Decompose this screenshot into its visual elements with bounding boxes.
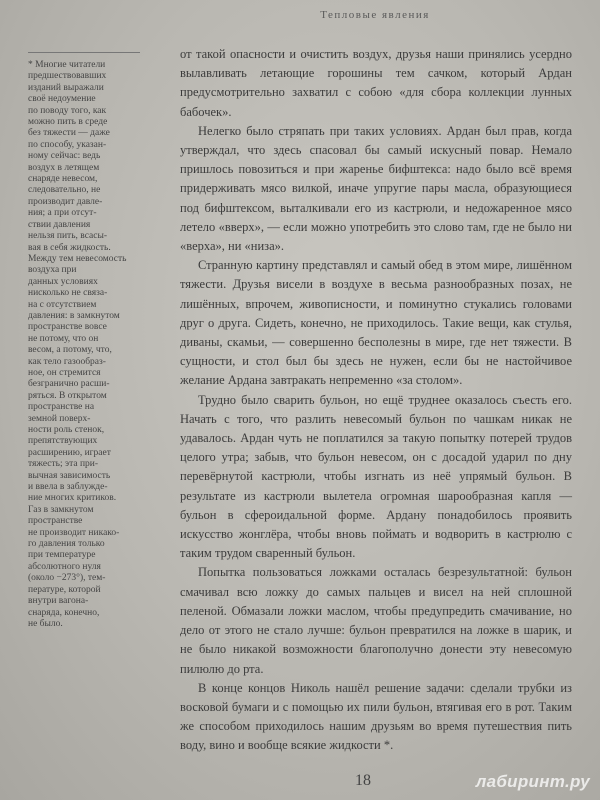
sidebar-footnote [28, 52, 148, 630]
paragraph: Странную картину представлял и самый обед в этом мире, лишённом тяжести. Друзья висели в воздухе в весьма разнообразных позах, не лишённых, впрочем, живописности, и поминутно стукались головами друг о друга. Сидеть, конечно, не приходилось. Такие вещи, как стулья, диваны, скамьи, — совершенно бесполезны в мире, где нет тяжести. В сущности, и стол был бы здесь не нужен, если бы не настойчивое желание Ардана завтракать непременно «за столом». [180, 258, 572, 388]
page-number: 18 [355, 772, 371, 789]
main-text-column [180, 45, 572, 756]
paragraph: В конце концов Николь нашёл решение задачи: сделали трубки из восковой бумаги и с помощью их пили бульон, втягивая его в рот. Таким же способом приходилось нашим друзьям во время путешествия пить воду, вино и вообще всякие жидкости *. [180, 680, 572, 753]
paragraph: Нелегко было стряпать при таких условиях. Ардан был прав, когда утверждал, что здесь спасовал бы самый искусный повар. Немало пришлось повозиться и при жаренье бифштекса: надо было всё время придерживать мясо вилкой, иначе упругие пары масла, образующиеся под бифштексом, выталкивали его из кастрюли, и недожаренное мясо летело «вверх», — если можно употребить это слово там, где не было ни «верха», ни «низа». [180, 123, 572, 254]
watermark-logo: лабиринт.ру [475, 772, 590, 791]
sidebar-rule [28, 52, 140, 53]
running-header: Тепловые явления [320, 9, 430, 21]
paragraph: Попытка пользоваться ложками осталась безрезультатной: бульон смачивал всю ложку до самых пальцев и висел на ней сплошной пеленой. Обмазали ложки маслом, чтобы предупредить смачивание, но дело от этого не стало лучше: бульон превратился на ложке в шарик, и не было никакой возможности благополучно донести эту невесомую пилюлю до рта. [180, 565, 572, 676]
footnote-text: * Многие читатели предшествовавших изданий выражали своё недоумение по поводу того, как можно пить в среде без тяжести — даже по способу, указан- ному сейчас: ведь воздух в летящем снаряде невесом, следовательно, не производит давле- ния; а при отсут- ствии давления нельзя пить, всасы- вая в себя жидкость. Между тем невесомость воздуха при данных условиях нисколько не связа- на с отсутствием давления: в замкнутом пространстве вовсе не потому, что он весом, а потому, что, как тело газообраз- ное, он стремится безгранично расши- ряться. В открытом пространстве на земной поверх- ности роль стенок, препятствующих расширению, играет тяжесть; эта при- вычная зависимость и ввела в заблужде- ние многих критиков. Газ в замкнутом пространстве не производит никако- го давления только при температуре абсолютного нуля (около −273°), тем- пературе, которой внутри вагона- снаряда, конечно, не было. [28, 60, 127, 629]
paragraph: от такой опасности и очистить воздух, друзья наши принялись усердно вылавливать летающие горошины тем сачком, который Ардан предусмотрительно захватил с собою «для сбора коллекции лунных бабочек». [180, 47, 572, 119]
paragraph: Трудно было сварить бульон, но ещё труднее оказалось съесть его. Начать с того, что разлить невесомый бульон по чашкам никак не удавалось. Ардан чуть не поплатился за такую попытку потерей трудов целого утра; забыв, что бульон невесом, он с досадой ударил по дну перевёрнутой кастрюли, чтобы изгнать из неё упрямый бульон. В результате из кастрюли вылетела огромная шарообразная капля — бульон в сфероидальной форме. Ардану понадобилось проявить искусство жонглёра, чтобы вновь поймать и водворить в кастрюлю с таким трудом сваренный бульон. [180, 392, 572, 561]
